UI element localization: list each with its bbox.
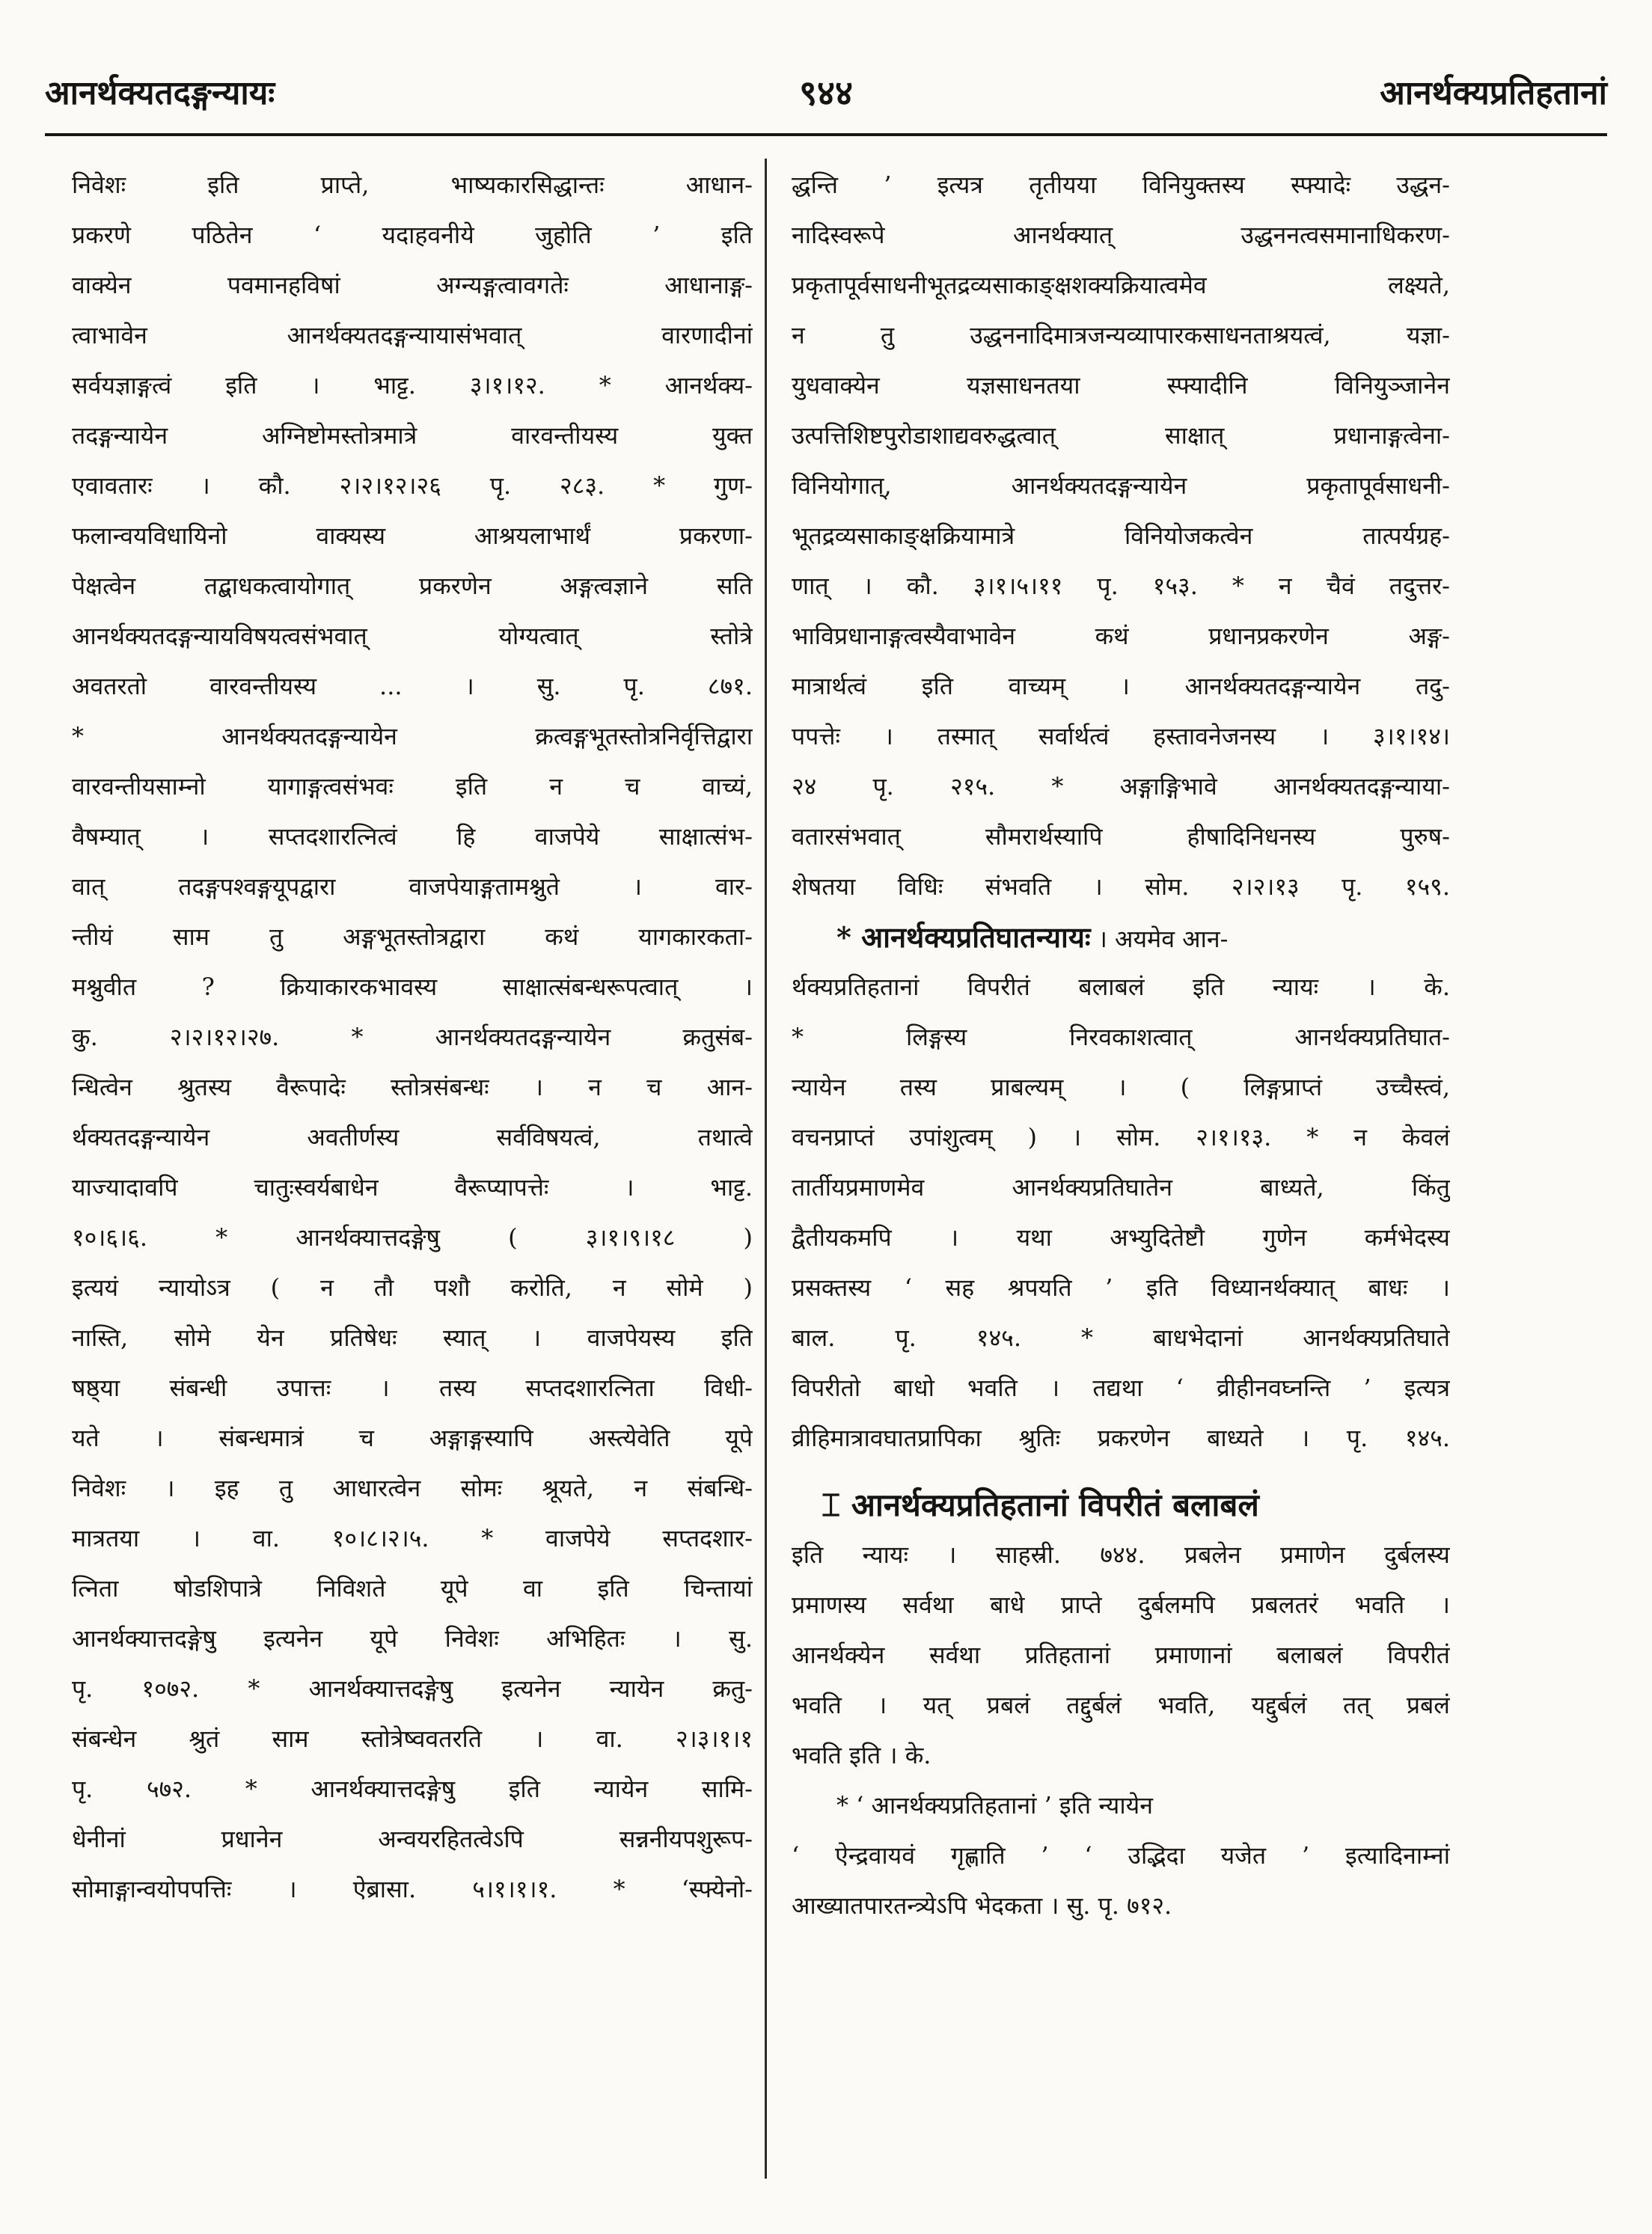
left-column [72, 160, 753, 1915]
text-line: उत्पत्तिशिष्टपुरोडाशाद्यवरुद्धत्वात् साक्षात् प्रधानाङ्गत्वेना- [792, 421, 1450, 450]
text-line: ‘ ऐन्द्रवायवं गृह्णाति ’ ‘ उद्भिदा यजेत ’ इत्यादिनाम्नां [792, 1841, 1450, 1870]
text-line: विनियोगात्, आनर्थक्यतदङ्गन्यायेन प्रकृतापूर्वसाधनी- [792, 471, 1450, 500]
text-line: भूतद्रव्यसाकाङ्क्षक्रियामात्रे विनियोजकत्वेन तात्पर्यग्रह- [792, 521, 1450, 550]
text-line: पेक्षत्वेन तद्बाधकत्वायोगात् प्रकरणेन अङ्गत्वज्ञाने सति [72, 572, 753, 600]
text-line: * ‘ आनर्थक्यप्रतिहतानां ’ इति न्यायेन [836, 1791, 1153, 1820]
text-line: धेनीनां प्रधानेन अन्वयरहितत्वेऽपि सन्ननीयपशुरूप- [72, 1825, 753, 1853]
text-line: निवेशः । इह तु आधारत्वेन सोमः श्रूयते, न संबन्धि- [72, 1474, 753, 1502]
text-line: सर्वयज्ञाङ्गत्वं इति । भाट्ट. ३।१।१२. * आनर्थक्य- [72, 371, 753, 400]
text-line: आनर्थक्यात्तदङ्गेषु इत्यनेन यूपे निवेशः अभिहितः । सु. [72, 1624, 753, 1653]
text-line: आनर्थक्येन सर्वथा प्रतिहतानां प्रमाणानां बलाबलं विपरीतं [792, 1641, 1450, 1669]
column-divider [765, 159, 767, 2179]
text-line: र्थक्यप्रतिहतानां विपरीतं बलाबलं इति न्यायः । के. [792, 973, 1450, 1001]
text-line: पृ. ५७२. * आनर्थक्यात्तदङ्गेषु इति न्यायेन सामि- [72, 1775, 753, 1803]
text-line: द्धन्ति ’ इत्यत्र तृतीयया विनियुक्तस्य स्फ्यादेः उद्धन- [792, 171, 1450, 199]
header-rule [45, 133, 1607, 136]
text-line: २४ पृ. २१५. * अङ्गाङ्गिभावे आनर्थक्यतदङ्गन्याया- [792, 772, 1450, 801]
page-number: ९४४ [799, 73, 853, 113]
text-line: एवावतारः । कौ. २।२।१२।२६ पृ. २८३. * गुण- [72, 471, 753, 500]
right-column [792, 160, 1450, 1931]
text-line: प्रकृतापूर्वसाधनीभूतद्रव्यसाकाङ्क्षशक्यक्रियात्वमेव लक्ष्यते, [792, 271, 1450, 299]
text-line: पृ. १०७२. * आनर्थक्यात्तदङ्गेषु इत्यनेन न्यायेन क्रतु- [72, 1674, 753, 1703]
text-line: वचनप्राप्तं उपांशुत्वम् ) । सोम. २।१।१३. * न केवलं [792, 1123, 1450, 1151]
section-heading: * आनर्थक्यप्रतिघातन्यायः [836, 920, 1091, 954]
text-line: तदङ्गन्यायेन अग्निष्टोमस्तोत्रमात्रे वारवन्तीयस्य युक्त [72, 421, 753, 450]
text-line: वारवन्तीयसाम्नो यागाङ्गत्वसंभवः इति न च वाच्यं, [72, 772, 753, 801]
text-line: त्वाभावेन आनर्थक्यतदङ्गन्यायासंभवात् वारणादीनां [72, 321, 753, 349]
text-line: * लिङ्गस्य निरवकाशत्वात् आनर्थक्यप्रतिघात- [792, 1023, 1450, 1051]
text-line: भाविप्रधानाङ्गत्वस्यैवाभावेन कथं प्रधानप्रकरणेन अङ्ग- [792, 622, 1450, 650]
text-line: प्रसक्तस्य ‘ सह श्रपयति ’ इति विध्यानर्थक्यात् बाधः । [792, 1273, 1450, 1302]
text-line: प्रकरणे पठितेन ‘ यदाहवनीये जुहोति ’ इति [72, 221, 753, 249]
text-line: वैषम्यात् । सप्तदशारत्नित्वं हि वाजपेये साक्षात्संभ- [72, 822, 753, 851]
running-head-right: आनर्थक्यप्रतिहतानां [1380, 74, 1607, 112]
section-heading: ⌶ आनर्थक्यप्रतिहतानां विपरीतं बलाबलं [822, 1487, 1259, 1523]
text-line: र्थक्यतदङ्गन्यायेन अवतीर्णस्य सर्वविषयत्वं, तथात्वे [72, 1123, 753, 1151]
text-line: प्रमाणस्य सर्वथा बाधे प्राप्ते दुर्बलमपि प्रबलतरं भवति । [792, 1591, 1450, 1619]
text-fragment: । अयमेव आन- [1098, 925, 1229, 953]
text-line: वाक्येन पवमानहविषां अग्न्यङ्गत्वावगतेः आधानाङ्ग- [72, 271, 753, 299]
text-line: सोमाङ्गान्वयोपपत्तिः । ऐब्रासा. ५।१।१।१. * ‘स्फ्येनो- [72, 1875, 753, 1903]
section-gap [792, 1463, 1450, 1480]
text-line: मश्नुवीत ? क्रियाकारकभावस्य साक्षात्संबन्धरूपत्वात् । [72, 973, 753, 1001]
text-line: यते । संबन्धमात्रं च अङ्गाङ्गस्यापि अस्त्येवेति यूपे [72, 1424, 753, 1452]
text-line: आख्यातपारतन्त्र्येऽपि भेदकता । सु. पृ. ७१२. [792, 1891, 1172, 1920]
text-line: मात्रार्थत्वं इति वाच्यम् । आनर्थक्यतदङ्गन्यायेन तदु- [792, 672, 1450, 700]
text-line: द्वैतीयकमपि । यथा अभ्युदितेष्टौ गुणेन कर्मभेदस्य [792, 1223, 1450, 1252]
text-line: युधवाक्येन यज्ञसाधनतया स्फ्यादीनि विनियुञ्जानेन [792, 371, 1450, 400]
text-line: * आनर्थक्यतदङ्गन्यायेन क्रत्वङ्गभूतस्तोत्रनिर्वृत्तिद्वारा [72, 722, 753, 750]
text-line: वात् तदङ्गपश्वङ्गयूपद्वारा वाजपेयाङ्गतामश्नुते । वार- [72, 872, 753, 901]
text-line: णात् । कौ. ३।१।५।११ पृ. १५३. * न चैवं तदुत्तर- [792, 572, 1450, 600]
text-line: न तु उद्धननादिमात्रजन्यव्यापारकसाधनताश्रयत्वं, यज्ञा- [792, 321, 1450, 349]
text-line: कु. २।२।१२।२७. * आनर्थक्यतदङ्गन्यायेन क्रतुसंब- [72, 1023, 753, 1051]
text-line: अवतरतो वारवन्तीयस्य ... । सु. पृ. ८७१. [72, 672, 753, 700]
text-line: मात्रतया । वा. १०।८।२।५. * वाजपेये सप्तदशार- [72, 1524, 753, 1552]
text-line: संबन्धेन श्रुतं साम स्तोत्रेष्ववतरति । वा. २।३।१।१ [72, 1725, 753, 1753]
text-line: त्निता षोडशिपात्रे निविशते यूपे वा इति चिन्तायां [72, 1574, 753, 1603]
text-line: याज्यादावपि चातुःस्वर्यबाधेन वैरूप्यापत्तेः । भाट्ट. [72, 1173, 753, 1202]
section-heading-line [792, 912, 1450, 962]
running-head-left: आनर्थक्यतदङ्गन्यायः [45, 74, 275, 112]
page-header [45, 69, 1607, 136]
text-line: नादिस्वरूपे आनर्थक्यात् उद्धननत्वसमानाधिकरण- [792, 221, 1450, 249]
text-line: व्रीहिमात्रावघातप्रापिका श्रुतिः प्रकरणेन बाध्यते । पृ. १४५. [792, 1424, 1450, 1452]
text-line: आनर्थक्यतदङ्गन्यायविषयत्वसंभवात् योग्यत्वात् स्तोत्रे [72, 622, 753, 650]
section-heading-line [792, 1480, 1450, 1530]
text-line: निवेशः इति प्राप्ते, भाष्यकारसिद्धान्तः आधान- [72, 171, 753, 199]
text-line: न्धित्वेन श्रुतस्य वैरूपादेः स्तोत्रसंबन्धः । न च आन- [72, 1073, 753, 1101]
text-line: तार्तीयप्रमाणमेव आनर्थक्यप्रतिघातेन बाध्यते, किंतु [792, 1173, 1450, 1202]
text-line: १०।६।६. * आनर्थक्यात्तदङ्गेषु ( ३।१।९।१८ ) [72, 1223, 753, 1252]
text-line: विपरीतो बाधो भवति । तद्यथा ‘ व्रीहीनवघ्नन्ति ’ इत्यत्र [792, 1374, 1450, 1402]
text-line: न्तीयं साम तु अङ्गभूतस्तोत्रद्वारा कथं यागकारकता- [72, 922, 753, 951]
text-line: नास्ति, सोमे येन प्रतिषेधः स्यात् । वाजपेयस्य इति [72, 1323, 753, 1352]
text-line: षष्ठ्या संबन्धी उपात्तः । तस्य सप्तदशारत्निता विधी- [72, 1374, 753, 1402]
text-line: न्यायेन तस्य प्राबल्यम् । ( लिङ्गप्राप्तं उच्चैस्त्वं, [792, 1073, 1450, 1101]
text-line: फलान्वयविधायिनो वाक्यस्य आश्रयलाभार्थं प्रकरणा- [72, 521, 753, 550]
text-line: भवति । यत् प्रबलं तद्दुर्बलं भवति, यद्दुर्बलं तत् प्रबलं [792, 1691, 1450, 1719]
text-line: इति न्यायः । साहस्री. ७४४. प्रबलेन प्रमाणेन दुर्बलस्य [792, 1540, 1450, 1569]
text-line: बाल. पृ. १४५. * बाधभेदानां आनर्थक्यप्रतिघाते [792, 1323, 1450, 1352]
text-line: पपत्तेः । तस्मात् सर्वार्थत्वं हस्तावनेजनस्य । ३।१।१४। [792, 722, 1450, 750]
text-line: वतारसंभवात् सौमरार्थस्यापि हीषादिनिधनस्य पुरुष- [792, 822, 1450, 851]
text-line: भवति इति । के. [792, 1741, 931, 1769]
text-line: शेषतया विधिः संभवति । सोम. २।२।१३ पृ. १५९. [792, 872, 1450, 901]
text-line: इत्ययं न्यायोऽत्र ( न तौ पशौ करोति, न सोमे ) [72, 1273, 753, 1302]
